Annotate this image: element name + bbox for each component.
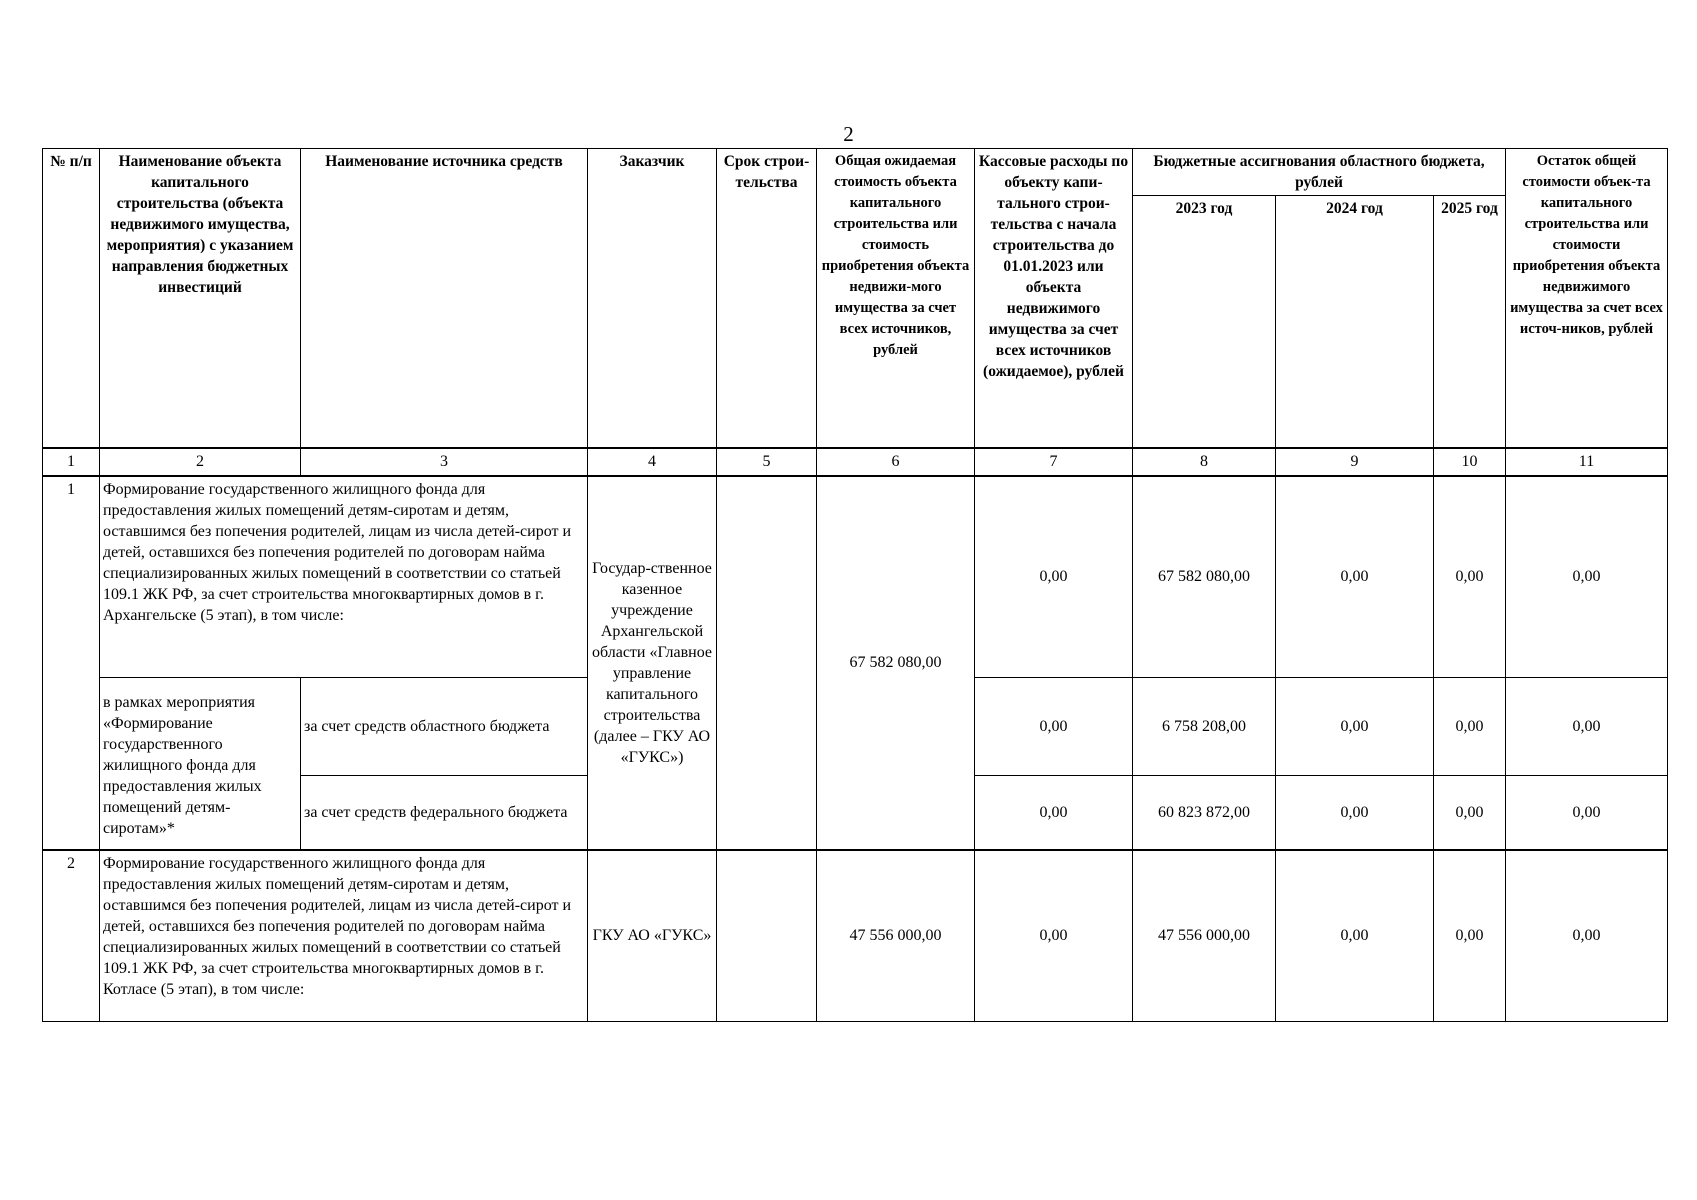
sub-activity-name: в рамках мероприятия «Формирование государственного жилищного фонда для предоставления жилых помещений детям-сиротам»* [100,678,301,850]
cash-expenses: 0,00 [975,678,1133,776]
budget-2025: 0,00 [1434,476,1506,678]
column-number: 10 [1434,448,1506,476]
column-number: 9 [1276,448,1434,476]
budget-2023: 60 823 872,00 [1133,776,1276,850]
cash-expenses: 0,00 [975,776,1133,850]
row-number: 1 [43,476,100,850]
page-number: 2 [843,122,854,146]
header-col-remaining: Остаток общей стоимости объек-та капитального строительства или стоимости приобретения объекта недвижимого имущества за счет всех источ-ников, рублей [1506,149,1668,448]
table-row [43,476,1668,678]
remaining-cost: 0,00 [1506,678,1668,776]
total-cost: 47 556 000,00 [817,850,975,1022]
budget-2025: 0,00 [1434,678,1506,776]
header-row-1 [43,149,1668,196]
column-number-row [43,448,1668,476]
construction-term [717,476,817,850]
budget-2023: 47 556 000,00 [1133,850,1276,1022]
column-number: 4 [588,448,717,476]
customer: ГКУ АО «ГУКС» [588,850,717,1022]
column-number: 5 [717,448,817,476]
column-number: 11 [1506,448,1668,476]
construction-term [717,850,817,1022]
header-col-2024: 2024 год [1276,196,1434,448]
budget-2024: 0,00 [1276,476,1434,678]
row-number: 2 [43,850,100,1022]
funding-source: за счет средств федерального бюджета [301,776,588,850]
total-cost: 67 582 080,00 [817,476,975,850]
budget-2024: 0,00 [1276,776,1434,850]
column-number: 7 [975,448,1133,476]
remaining-cost: 0,00 [1506,850,1668,1022]
column-number: 3 [301,448,588,476]
budget-2025: 0,00 [1434,850,1506,1022]
remaining-cost: 0,00 [1506,476,1668,678]
header-col-source: Наименование источника средств [301,149,588,448]
budget-2024: 0,00 [1276,850,1434,1022]
table-row [43,850,1668,1022]
header-col-customer: Заказчик [588,149,717,448]
column-number: 8 [1133,448,1276,476]
funding-source: за счет средств областного бюджета [301,678,588,776]
header-col-total-cost: Общая ожидаемая стоимость объекта капитального строительства или стоимость приобретения объекта недвижи-мого имущества за счет всех источников, рублей [817,149,975,448]
cash-expenses: 0,00 [975,476,1133,678]
column-number: 1 [43,448,100,476]
object-name: Формирование государственного жилищного фонда для предоставления жилых помещений детям-сиротам и детям, оставшимся без попечения родителей, лицам из числа детей-сирот и детей, оставшихся без попечения родителей по договорам найма специализированных жилых помещений в соответствии со статьей 109.1 ЖК РФ, за счет строительства многоквартирных домов в г. Котласе (5 этап), в том числе: [100,850,588,1022]
remaining-cost: 0,00 [1506,776,1668,850]
header-col-cash-expenses: Кассовые расходы по объекту капи-тального строи-тельства с начала строительства до 01.01.2023 или объекта недвижимого имущества за счет всех источников (ожидаемое), рублей [975,149,1133,448]
header-col-object-name: Наименование объекта капитального строительства (объекта недвижимого имущества, мероприятия) с указанием направления бюджетных инвестиций [100,149,301,448]
object-name: Формирование государственного жилищного фонда для предоставления жилых помещений детям-сиротам и детям, оставшимся без попечения родителей, лицам из числа детей-сирот и детей, оставшихся без попечения родителей по договорам найма специализированных жилых помещений в соответствии со статьей 109.1 ЖК РФ, за счет строительства многоквартирных домов в г. Архангельске (5 этап), в том числе: [100,476,588,678]
budget-table [42,148,1668,1022]
header-col-number: № п/п [43,149,100,448]
customer: Государ-ственное казенное учреждение Архангельской области «Главное управление капитального строительства (далее – ГКУ АО «ГУКС») [588,476,717,850]
cash-expenses: 0,00 [975,850,1133,1022]
budget-2023: 6 758 208,00 [1133,678,1276,776]
header-col-term: Срок строи-тельства [717,149,817,448]
header-group-budget: Бюджетные ассигнования областного бюджета, рублей [1133,149,1506,196]
budget-2023: 67 582 080,00 [1133,476,1276,678]
column-number: 6 [817,448,975,476]
column-number: 2 [100,448,301,476]
header-col-2025: 2025 год [1434,196,1506,448]
budget-2024: 0,00 [1276,678,1434,776]
header-col-2023: 2023 год [1133,196,1276,448]
budget-2025: 0,00 [1434,776,1506,850]
